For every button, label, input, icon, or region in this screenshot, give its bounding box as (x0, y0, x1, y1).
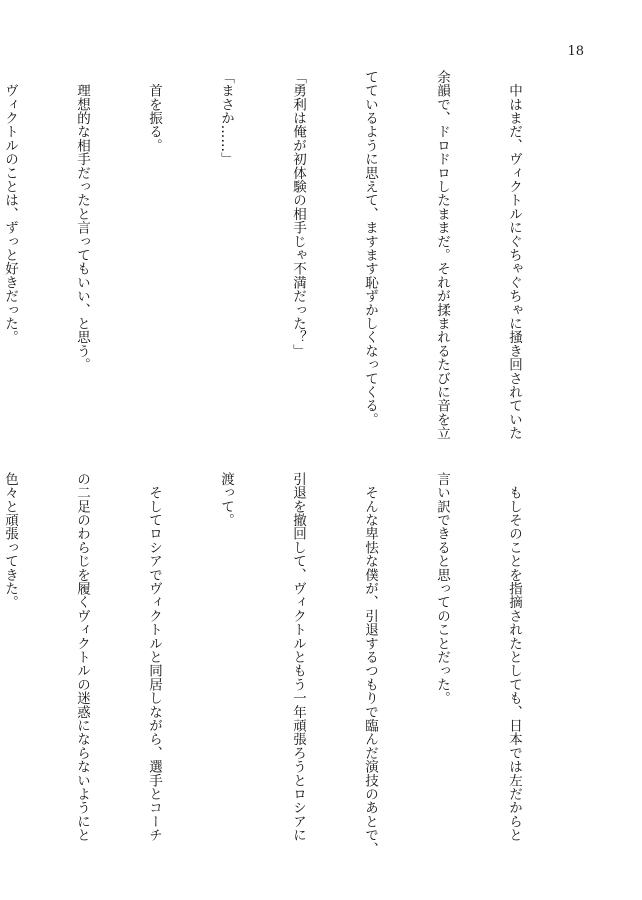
text-line: ヴィクトルのことは、ずっと好きだった。 (2, 70, 18, 344)
page-number: 18 (567, 44, 584, 59)
text-line: そしてロシアでヴィクトルと同居しながら、選手とコーチ (146, 472, 162, 842)
text-line: 色々と頑張ってきた。 (2, 472, 18, 609)
text-line: 首を振る。 (146, 70, 162, 153)
text-line: てているように思えて、ますます恥ずかしくなってくる。 (362, 70, 378, 427)
text-line: そんな卑怯な僕が、引退するつもりで臨んだ演技のあとで、 (362, 472, 378, 856)
text-line: もしそのことを指摘されたとしても、日本では左だからと (506, 472, 522, 842)
text-line: 「勇利は俺が初体験の相手じゃ不満だった？」 (290, 70, 306, 358)
text-line: 言い訳できると思ってのことだった。 (434, 472, 450, 705)
text-line: 引退を撤回して、ヴィクトルともう一年頑張ろうとロシアに (290, 472, 306, 842)
text-block-bottom (0, 472, 574, 856)
text-line: 「まさか……」 (218, 70, 234, 166)
text-line: 余韻で、ドロドロしたままだ。それが揉まれるたびに音を立 (434, 70, 450, 440)
text-line: の二足のわらじを履くヴィクトルの迷惑にならないようにと (74, 472, 90, 842)
text-line: 渡って。 (218, 472, 234, 527)
text-line: 中はまだ、ヴィクトルにぐちゃぐちゃに掻き回されていた (506, 70, 522, 440)
text-line: 理想的な相手だったと言ってもいい、と思う。 (74, 70, 90, 372)
text-block-top (0, 70, 574, 440)
